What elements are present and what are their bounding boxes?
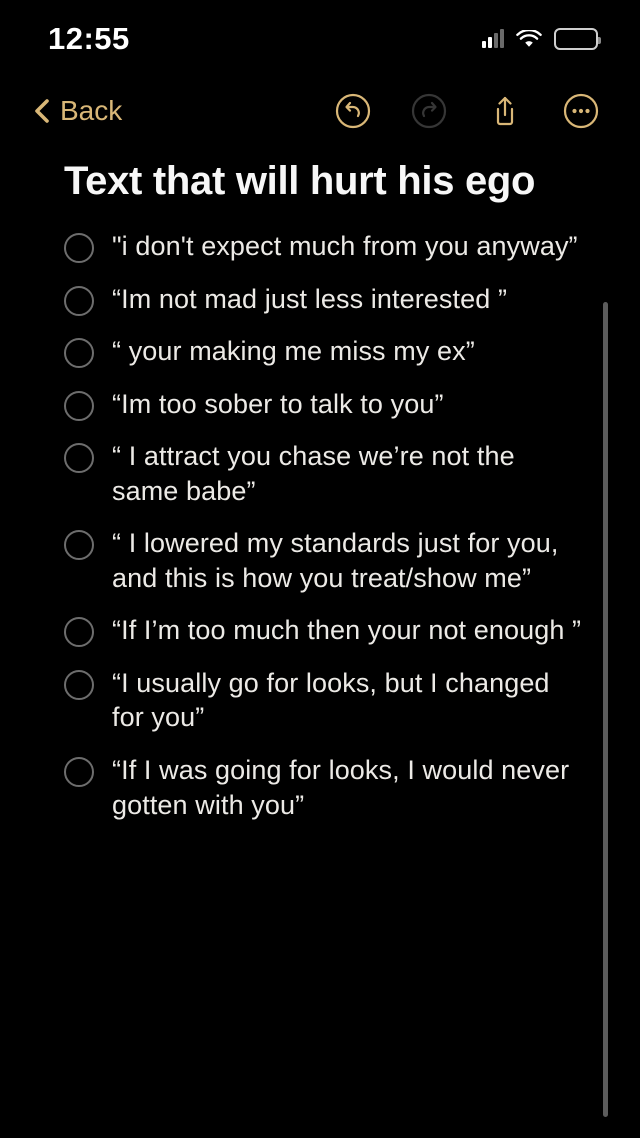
checkbox[interactable] xyxy=(64,233,94,263)
checkbox[interactable] xyxy=(64,530,94,560)
status-bar xyxy=(0,0,640,78)
list-item-label: "i don't expect much from you anyway” xyxy=(112,231,578,261)
signal-bars-icon xyxy=(482,30,504,48)
list-item[interactable] xyxy=(64,657,604,744)
ellipsis-circle-icon[interactable] xyxy=(562,92,600,130)
list-item-label: “I usually go for looks, but I changed for you” xyxy=(112,667,550,733)
back-button-label: Back xyxy=(60,95,123,126)
redo-icon xyxy=(410,92,448,130)
list-item[interactable] xyxy=(64,430,604,517)
list-item-label: “ your making me miss my ex” xyxy=(112,336,475,367)
checkbox[interactable] xyxy=(64,286,94,316)
battery-icon xyxy=(554,28,598,50)
wifi-icon xyxy=(516,30,542,49)
checkbox[interactable] xyxy=(64,670,94,700)
checkbox[interactable] xyxy=(64,391,94,421)
page-title: Text that will hurt his ego xyxy=(64,159,536,203)
checkbox[interactable] xyxy=(64,757,94,787)
list-item-label: “ I attract you chase we’re not the same babe” xyxy=(112,441,515,506)
checkbox[interactable] xyxy=(64,617,94,647)
vertical-scrollbar[interactable] xyxy=(603,302,608,1117)
chevron-left-icon xyxy=(34,98,50,124)
list-item-label: “If I’m too much then your not enough ” xyxy=(112,615,582,646)
undo-icon[interactable] xyxy=(334,92,372,130)
checkbox[interactable] xyxy=(64,338,94,368)
status-time: 12:55 xyxy=(48,21,130,56)
navigation-bar xyxy=(0,78,640,144)
checklist xyxy=(64,220,604,831)
list-item[interactable] xyxy=(64,378,604,431)
nav-actions xyxy=(334,92,600,130)
list-item-label: “Im too sober to talk to you” xyxy=(112,388,444,419)
share-icon[interactable] xyxy=(486,92,524,130)
list-item[interactable] xyxy=(64,220,604,273)
list-item[interactable] xyxy=(64,273,604,326)
back-button[interactable] xyxy=(34,95,122,127)
list-item[interactable] xyxy=(64,325,604,378)
list-item[interactable] xyxy=(64,744,604,831)
list-item[interactable] xyxy=(64,604,604,657)
list-item-label: “If I was going for looks, I would never gotten with you” xyxy=(112,755,570,820)
checkbox[interactable] xyxy=(64,443,94,473)
note-content xyxy=(0,144,640,831)
list-item-label: “Im not mad just less interested ” xyxy=(112,283,508,314)
list-item[interactable] xyxy=(64,517,604,604)
status-indicators xyxy=(482,28,598,50)
list-item-label: “ I lowered my standards just for you, and this is how you treat/show me” xyxy=(112,528,559,593)
